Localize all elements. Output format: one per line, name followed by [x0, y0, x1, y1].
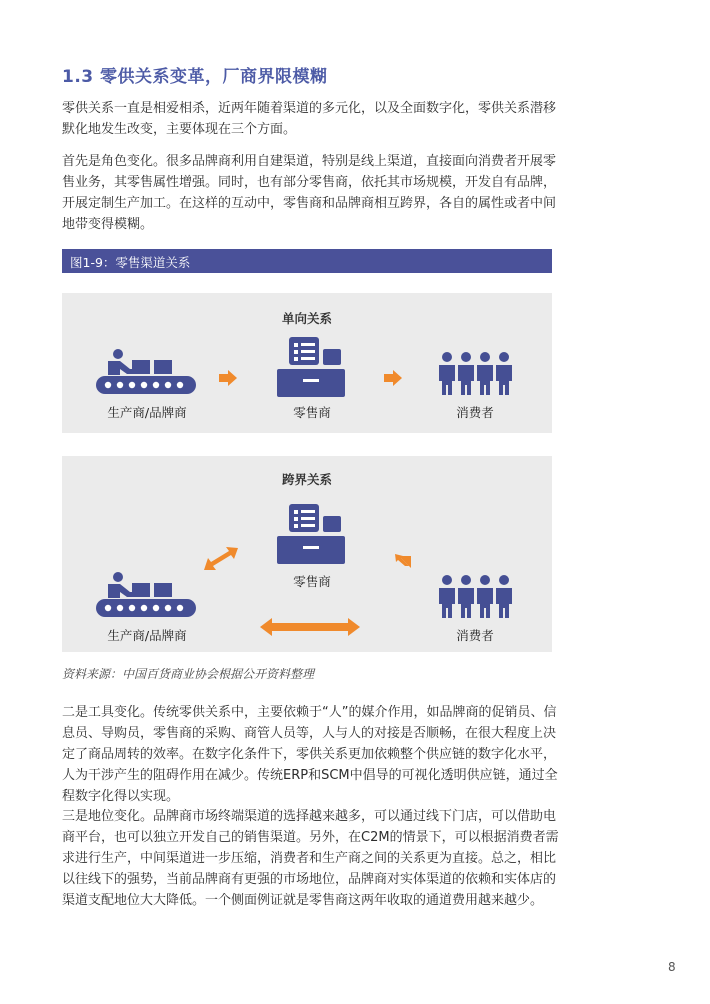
panel-cross-border-retailer-label: 零售商 — [293, 574, 331, 589]
section-title: 1.3 零供关系变革，厂商界限模糊 — [62, 67, 328, 87]
figure-caption-bar — [62, 249, 552, 273]
panel-cross-border-consumer-label: 消费者 — [456, 628, 494, 643]
figure-caption: 图1-9：零售渠道关系 — [70, 255, 191, 270]
producer-conveyor-icon — [94, 568, 198, 620]
panel-one-way — [62, 293, 552, 433]
panel-one-way-title: 单向关系 — [281, 311, 332, 326]
figure-source: 资料来源：中国百货商业协会根据公开资料整理 — [62, 667, 315, 681]
panel-cross-border-title: 跨界关系 — [281, 472, 332, 487]
cash-register-icon — [275, 502, 347, 566]
consumers-group-icon — [437, 351, 513, 397]
cash-register-icon — [275, 335, 347, 399]
panel-one-way-producer-label: 生产商/品牌商 — [107, 405, 187, 420]
producer-conveyor-icon — [94, 345, 198, 397]
consumers-group-icon — [437, 574, 513, 620]
bidirectional-diagonal-arrow-icon — [202, 546, 238, 572]
right-arrow-icon — [219, 370, 237, 386]
paragraph-role-change: 首先是角色变化。很多品牌商利用自建渠道，特别是线上渠道，直接面向消费者开展零售业务，其零售属性增强。同时，也有部分零售商，依托其市场规模，开发自有品牌，开展定制生产加工。在这样的互动中，零售商和品牌商相互跨界，各自的属性或者中间地带变得模糊。 — [62, 154, 557, 232]
right-arrow-icon — [384, 370, 402, 386]
paragraph-status-change: 三是地位变化。品牌商市场终端渠道的选择越来越多，可以通过线下门店，可以借助电商平台，也可以独立开发自己的销售渠道。另外，在C2M的情景下，可以根据消费者需求进行生产，中间渠道进一步压缩，消费者和生产商之间的关系更为直接。总之，相比以往线下的强势，当前品牌商有更强的市场地位，品牌商对实体渠道的依赖和实体店的渠道支配地位大大降低。一个侧面例证就是零售商这两年收取的通道费用越来越少。 — [62, 809, 559, 908]
panel-one-way-retailer-label: 零售商 — [293, 405, 331, 420]
page-number: 8 — [668, 960, 676, 974]
panel-cross-border-producer-label: 生产商/品牌商 — [107, 628, 187, 643]
diagonal-arrow-icon — [395, 552, 411, 568]
panel-cross-border — [62, 456, 552, 652]
paragraph-intro: 零供关系一直是相爱相杀，近两年随着渠道的多元化，以及全面数字化，零供关系潜移默化地发生改变，主要体现在三个方面。 — [62, 101, 557, 137]
paragraph-tool-change: 二是工具变化。传统零供关系中，主要依赖于“人”的媒介作用，如品牌商的促销员、信息员、导购员，零售商的采购、商管人员等，人与人的对接是否顺畅，在很大程度上决定了商品周转的效率。在数字化条件下，零供关系更加依赖整个供应链的数字化水平，人为干涉产生的阻碍作用在减少。传统ERP和SCM中倡导的可视化透明供应链，通过全程数字化得以实现。 — [62, 705, 558, 804]
bidirectional-horizontal-arrow-icon — [260, 618, 360, 636]
panel-one-way-consumer-label: 消费者 — [456, 405, 494, 420]
